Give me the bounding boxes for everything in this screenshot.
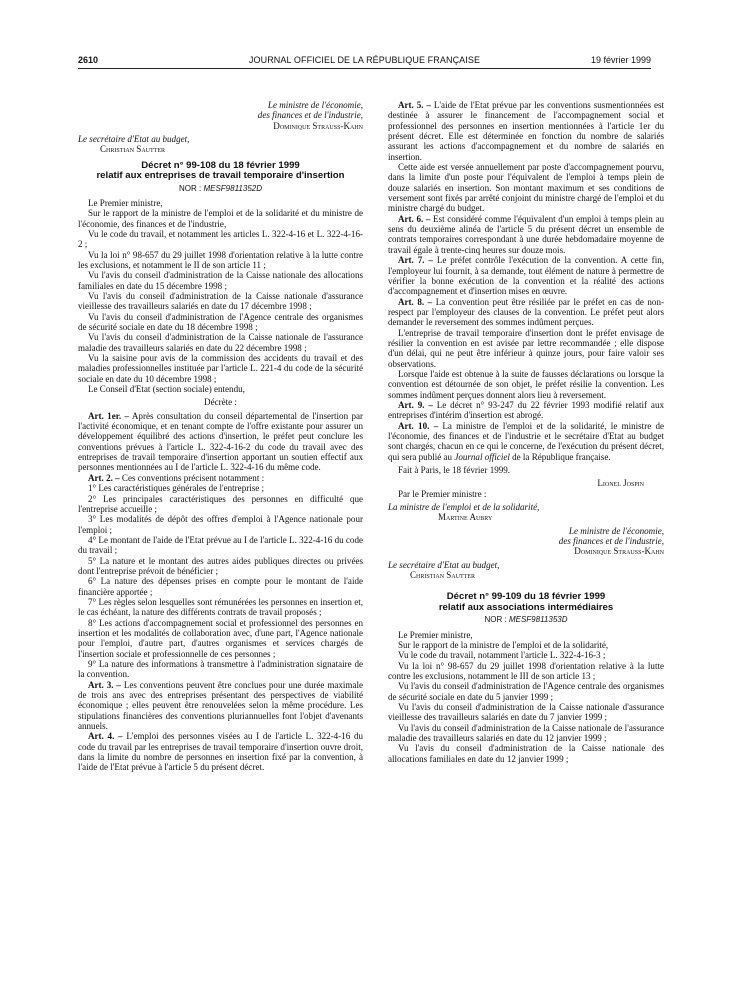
decree-title-line-2: relatif aux entreprises de travail temporaire d'insertion <box>96 170 345 182</box>
header-rule <box>78 68 651 69</box>
article-6-label: Art. 6. – <box>398 213 431 224</box>
article-4-label: Art. 4. – <box>88 731 123 742</box>
article-2-item: 4° Le montant de l'aide de l'Etat prévue au I de l'article L. 322-4-16 du code du travail ; <box>78 534 363 556</box>
article-2 <box>78 473 363 483</box>
decree-2-para: Vu le code du travail, notamment l'article L. 322-4-16-3 ; <box>398 650 606 661</box>
decree-title <box>78 161 363 182</box>
issue-date: 19 février 1999 <box>590 55 651 65</box>
article-2-item: 8° Les actions d'accompagnement social et professionnel des personnes en insertion et les modalités de collaboration avec, d'une part, l'Agence nationale pour l'emploi, d'autre part, d'autres organismes et services chargés de l'insertion sociale et professionnelle de ces personnes ; <box>78 617 363 659</box>
signature-eco-title-2: des finances et de l'industrie, <box>257 110 363 121</box>
signature-budget-title: Le secrétaire d'Etat au budget, <box>388 559 500 570</box>
page-number: 2610 <box>78 55 99 65</box>
signature-budget-name: Christian Sautter <box>410 570 475 581</box>
article-6-text: Est considéré comme l'équivalent d'un emploi à temps plein au sens du deuxième alinéa de l'article 5 du présent décret un ensemble de contrats temporaires correspondant à une durée hebdomadaire moyenne de travail égale à trente-cinq heures sur douze mois. <box>388 213 665 255</box>
article-3 <box>78 680 363 732</box>
article-2-item: 2° Les principales caractéristiques des personnes en difficulté que l'entreprise accueille ; <box>78 493 363 514</box>
article-4 <box>78 731 363 772</box>
article-10 <box>388 421 664 462</box>
article-3-label: Art. 3. – <box>88 679 121 690</box>
decree-2-title-line-2: relatif aux associations intermédiaires <box>438 601 614 613</box>
page-header <box>78 55 651 67</box>
article-8 <box>388 297 664 328</box>
article-1-text: Après consultation du conseil départemental de l'insertion par l'activité économique, et en tenant compte de l'offre existante pour assurer un développement équilibré des actions d'insertion, le préfet peut conclure les conventions prévues à l'article L. 322-4-16-2 du code du travail avec des entreprises de travail temporaire d'insertion apportant un soutien effectif aux personnes mentionnées au I de l'article L. 322-4-16 du même code. <box>78 410 363 473</box>
article-7 <box>388 255 664 296</box>
article-7-label: Art. 7. – <box>398 255 433 266</box>
decrete-heading: Décrète : <box>204 397 237 408</box>
article-9 <box>388 400 664 421</box>
decree-para: Vu l'avis du conseil d'administration de la Caisse nationale d'assurance vieillesse des travailleurs salariés en date du 17 décembre 1998 ; <box>78 290 363 312</box>
decree-para: Le Premier ministre, <box>88 197 163 208</box>
decree-2-para: Sur le rapport de la ministre de l'emploi et de la solidarité, <box>398 639 609 650</box>
signature-eco-title-1: Le ministre de l'économie, <box>568 525 664 536</box>
signature-eco-name: Dominique Strauss-Kahn <box>574 546 664 557</box>
signature-eco-name: Dominique Strauss-Kahn <box>273 120 363 131</box>
article-10-label: Art. 10. – <box>398 420 439 431</box>
article-4-text: L'emploi des personnes visées au I de l'article L. 322-4-16 du code du travail par les entreprises de travail temporaire d'insertion ouvre droit, dans la limite du nombre de personnes en insertion fixé par la convention, à l'aide de l'Etat prévue à l'article 5 du présent décret. <box>78 731 364 773</box>
article-6 <box>388 214 664 255</box>
decree-para: Vu l'avis du conseil d'administration de la Caisse nationale des allocations familiales en date du 15 décembre 1998 ; <box>78 270 363 291</box>
article-8-para-2: L'entreprise de travail temporaire d'insertion dont le préfet envisage de résilier la convention en est avisée par lettre recommandée ; elle dispose d'un délai, qui ne peut être inférieur à quinze jours, pour faire valoir ses observations. <box>388 327 664 369</box>
decree-2-title <box>388 592 664 613</box>
article-1-label: Art. 1er. – <box>88 410 130 421</box>
signature-budget-name: Christian Sautter <box>100 144 165 155</box>
article-5-text: L'aide de l'Etat prévue par les conventions susmentionnées est destinée à assurer le financement de l'accompagnement social et professionnel des personnes en insertion mentionnées à l'article 1er du présent décret. Elle est déterminée en fonction du nombre de salariés assurant les actions d'accompagnement et du nombre de salariés en insertion. <box>388 100 665 162</box>
signature-eco-title-1: Le ministre de l'économie, <box>267 100 363 110</box>
signature-pm-label: Par le Premier ministre : <box>398 488 487 499</box>
left-column <box>78 100 363 773</box>
decree-para: Vu l'avis du conseil d'administration de la Caisse nationale de l'assurance maladie des travailleurs salariés en date du 22 décembre 1998 ; <box>78 332 363 353</box>
decree-para: Vu le code du travail, et notamment les articles L. 322-4-16 et L. 322-4-16-2 ; <box>78 228 363 250</box>
article-5-label: Art. 5. – <box>398 100 431 110</box>
nor-code: MESF9811352D <box>203 183 263 193</box>
article-8-label: Art. 8. – <box>398 296 433 307</box>
article-3-text: Les conventions peuvent être conclues pour une durée maximale de trois ans avec des entreprises présentant des perspectives de viabilité économique ; elles peuvent être renouvelées selon la même procédure. Les stipulations financières des conventions pluriannuelles font l'objet d'avenants annuels. <box>78 679 364 732</box>
decree-2-para: Vu l'avis du conseil d'administration de la Caisse nationale d'assurance vieillesse des travailleurs salariés en date du 7 janvier 1999 ; <box>388 702 664 723</box>
nor-label: NOR : <box>178 183 202 193</box>
decree-title-line-1: Décret n° 99-108 du 18 février 1999 <box>141 159 300 171</box>
article-10-text-b: de la République française. <box>509 451 611 462</box>
article-2-text: Ces conventions précisent notamment : <box>119 472 265 483</box>
article-8-para-3: Lorsque l'aide est obtenue à la suite de fausses déclarations ou lorsque la convention est détournée de son objet, le préfet résilie la convention. Les sommes indûment perçues donnent alors lieu à reversement. <box>388 368 664 400</box>
article-9-label: Art. 9. – <box>398 399 433 410</box>
decree-2-para: Vu la loi n° 98-657 du 29 juillet 1998 d'orientation relative à la lutte contre les exclusions, notamment le III de son article 13 ; <box>388 660 664 681</box>
article-2-item: 5° La nature et le montant des autres aides publiques directes ou privées dont l'entreprise prévoit de bénéficier ; <box>78 555 363 576</box>
signature-emploi-name: Martine Aubry <box>438 512 493 523</box>
article-2-item: 1° Les caractéristiques générales de l'entreprise ; <box>88 483 265 494</box>
signature-eco-title-2: des finances et de l'industrie, <box>558 536 664 547</box>
signature-budget-title: Le secrétaire d'Etat au budget, <box>78 134 190 145</box>
decree-para: Vu la saisine pour avis de la commission des accidents du travail et des maladies professionnelles instituée par l'article L. 221-4 du code de la sécurité sociale en date du 10 décembre 1998 ; <box>78 353 363 384</box>
article-2-item: 7° Les règles selon lesquelles sont rémunérées les personnes en insertion et, le cas échéant, la nature des différents contrats de travail proposés ; <box>78 596 363 618</box>
decree-2-nor <box>388 615 664 625</box>
article-7-text: Le préfet contrôle l'exécution de la convention. A cette fin, l'employeur lui fournit, à sa demande, tout élément de nature à permettre de vérifier la bonne exécution de la convention et la réalité des actions d'accompagnement et d'insertion mises en œuvre. <box>388 255 664 297</box>
decree-para: Sur le rapport de la ministre de l'emploi et de la solidarité et du ministre de l'économie, des finances et de l'industrie, <box>78 208 363 229</box>
decree-2-para: Vu l'avis du conseil d'administration de la Caisse nationale des allocations familiales en date du 12 janvier 1999 ; <box>388 743 664 764</box>
decree-2-para: Vu l'avis du conseil d'administration de la Caisse nationale de l'assurance maladie des travailleurs salariés en date du 12 janvier 1999 ; <box>388 722 664 744</box>
signature-pm-name: Lionel Jospin <box>597 478 644 489</box>
article-1 <box>78 411 363 473</box>
article-9-text: Le décret n° 93-247 du 22 février 1993 modifié relatif aux entreprises d'intérim d'insertion est abrogé. <box>388 399 664 421</box>
article-8-text: La convention peut être résiliée par le préfet en cas de non-respect par l'employeur des clauses de la convention. Le préfet peut alors demander le reversement des sommes indûment perçues. <box>388 296 664 328</box>
decree-2-para: Le Premier ministre, <box>398 629 473 640</box>
article-5-para-2: Cette aide est versée annuellement par poste d'accompagnement pourvu, dans la limite d'un poste pour l'équivalent de l'emploi à temps plein de douze salariés en insertion. Son montant maximum et ses conditions de versement sont fixés par arrêté conjoint du ministre chargé de l'emploi et du ministre chargé du budget. <box>388 162 664 214</box>
article-5 <box>388 100 664 162</box>
article-2-label: Art. 2. – <box>88 472 120 483</box>
article-2-item: 9° La nature des informations à transmettre à l'administration signataire de la convention. <box>78 659 363 680</box>
decree-2-title-line-1: Décret n° 99-109 du 18 février 1999 <box>446 591 606 603</box>
article-2-item: 3° Les modalités de dépôt des offres d'emploi à l'Agence nationale pour l'emploi ; <box>78 514 363 535</box>
nor-label: NOR : <box>484 615 507 625</box>
article-10-text-a: La ministre de l'emploi et de la solidarité, le ministre de l'économie, des finances et de l'industrie et le secrétaire d'Etat au budget sont chargés, chacun en ce qui le concerne, de l'exécution du présent décret, qui sera publié au <box>388 420 664 462</box>
nor-code: MESF9811353D <box>508 615 568 625</box>
article-2-item: 6° La nature des dépenses prises en compte pour le montant de l'aide financière apportée ; <box>78 576 363 597</box>
right-column <box>388 100 664 764</box>
decree-para: Vu l'avis du conseil d'administration de l'Agence centrale des organismes de sécurité sociale en date du 18 décembre 1998 ; <box>78 311 363 332</box>
decree-para: Vu la loi n° 98-657 du 29 juillet 1998 d'orientation relative à la lutte contre les exclusions, et notamment le II de son article 11 ; <box>78 249 363 270</box>
journal-name: JOURNAL OFFICIEL DE LA RÉPUBLIQUE FRANÇAISE <box>248 55 481 65</box>
journal-officiel: Journal officiel <box>454 451 510 462</box>
decree-nor <box>78 184 363 194</box>
decree-2-para: Vu l'avis du conseil d'administration de l'Agence centrale des organismes de sécurité sociale en date du 5 janvier 1999 ; <box>388 681 664 702</box>
decree-para: Le Conseil d'Etat (section sociale) entendu, <box>88 384 245 395</box>
signature-emploi-title: La ministre de l'emploi et de la solidarité, <box>388 502 540 513</box>
fait-a-paris: Fait à Paris, le 18 février 1999. <box>398 465 511 476</box>
